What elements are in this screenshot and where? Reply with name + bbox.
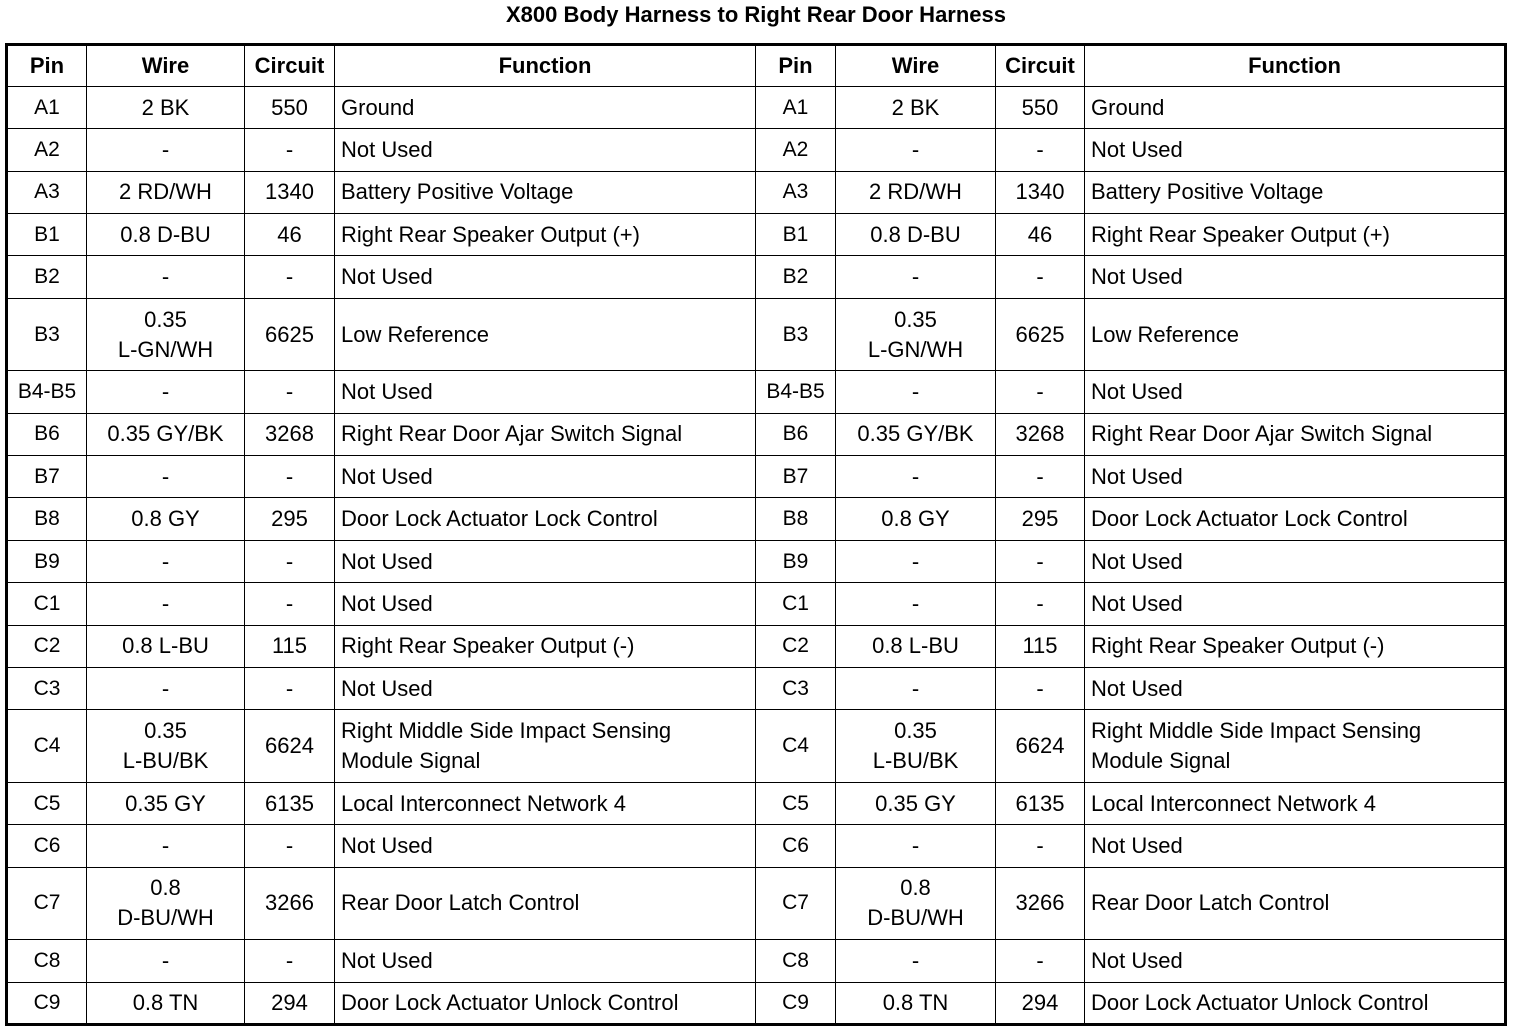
pin-cell: A3 [7,171,87,213]
wire-cell: - [87,940,245,982]
circuit-cell: 295 [996,498,1085,540]
circuit-cell: - [245,825,335,867]
table-row [7,298,1506,371]
function-cell: Right Rear Speaker Output (+) [1085,214,1506,256]
pin-cell: A1 [756,87,836,129]
circuit-cell: 3266 [245,867,335,940]
wire-cell: - [836,256,996,298]
pin-cell: B1 [7,214,87,256]
wire-cell: - [87,583,245,625]
pin-cell: A3 [756,171,836,213]
table-row [7,583,1506,625]
function-cell: Rear Door Latch Control [1085,867,1506,940]
circuit-cell: - [996,583,1085,625]
table-row [7,129,1506,171]
table-row [7,540,1506,582]
pin-cell: C3 [756,667,836,709]
pin-cell: B3 [7,298,87,371]
pin-cell: B4-B5 [7,371,87,413]
wire-cell: - [836,129,996,171]
wire-cell: 0.8 D-BU/WH [87,867,245,940]
function-cell: Not Used [335,940,756,982]
circuit-cell: 6625 [245,298,335,371]
circuit-cell: - [245,129,335,171]
function-cell: Not Used [1085,940,1506,982]
wire-cell: 0.8 TN [87,982,245,1024]
header-function: Function [1085,45,1506,87]
wire-cell: 0.8 TN [836,982,996,1024]
pin-cell: B8 [756,498,836,540]
function-cell: Door Lock Actuator Lock Control [335,498,756,540]
wire-cell: - [836,667,996,709]
pin-cell: C6 [756,825,836,867]
circuit-cell: - [996,129,1085,171]
table-row [7,982,1506,1024]
wire-cell: 0.8 GY [836,498,996,540]
wire-cell: - [836,456,996,498]
wire-cell: - [836,371,996,413]
wire-cell: - [836,940,996,982]
function-cell: Right Rear Door Ajar Switch Signal [1085,413,1506,455]
circuit-cell: 3266 [996,867,1085,940]
pin-cell: B6 [756,413,836,455]
circuit-cell: 1340 [996,171,1085,213]
circuit-cell: - [996,825,1085,867]
function-cell: Door Lock Actuator Lock Control [1085,498,1506,540]
pin-cell: B7 [7,456,87,498]
wire-cell: - [87,667,245,709]
pin-cell: A2 [7,129,87,171]
table-row [7,87,1506,129]
pin-cell: C2 [756,625,836,667]
table-row [7,214,1506,256]
document-title: X800 Body Harness to Right Rear Door Harness [505,2,1007,27]
circuit-cell: 295 [245,498,335,540]
wire-cell: - [836,583,996,625]
pin-cell: B2 [756,256,836,298]
circuit-cell: - [996,456,1085,498]
wire-cell: - [87,371,245,413]
header-pin: Pin [7,45,87,87]
circuit-cell: 550 [245,87,335,129]
header-circuit: Circuit [996,45,1085,87]
function-cell: Not Used [335,540,756,582]
circuit-cell: - [245,456,335,498]
pin-cell: B4-B5 [756,371,836,413]
pin-cell: C1 [756,583,836,625]
function-cell: Right Rear Speaker Output (-) [335,625,756,667]
connector-pinout-table [5,43,1507,1026]
function-cell: Not Used [1085,456,1506,498]
table-row [7,867,1506,940]
wire-cell: - [836,540,996,582]
wire-cell: - [87,456,245,498]
circuit-cell: - [245,371,335,413]
wire-cell: 2 BK [836,87,996,129]
pin-cell: C2 [7,625,87,667]
table-row [7,710,1506,783]
circuit-cell: - [245,583,335,625]
pin-cell: B9 [756,540,836,582]
table-row [7,456,1506,498]
function-cell: Not Used [335,256,756,298]
function-cell: Door Lock Actuator Unlock Control [335,982,756,1024]
header-circuit: Circuit [245,45,335,87]
function-cell: Low Reference [335,298,756,371]
pin-cell: A1 [7,87,87,129]
function-cell: Ground [1085,87,1506,129]
wire-cell: 0.35 GY [836,782,996,824]
pin-cell: C5 [7,782,87,824]
function-cell: Rear Door Latch Control [335,867,756,940]
wire-cell: - [87,540,245,582]
function-cell: Right Rear Speaker Output (+) [335,214,756,256]
circuit-cell: - [996,540,1085,582]
wire-cell: 0.8 D-BU [87,214,245,256]
header-function: Function [335,45,756,87]
pin-cell: C4 [756,710,836,783]
circuit-cell: - [996,371,1085,413]
pin-cell: B7 [756,456,836,498]
table-header-row [7,45,1506,87]
pin-cell: B9 [7,540,87,582]
function-cell: Not Used [335,371,756,413]
circuit-cell: 6625 [996,298,1085,371]
pin-cell: C9 [7,982,87,1024]
wire-cell: 2 RD/WH [836,171,996,213]
function-cell: Not Used [335,583,756,625]
function-cell: Not Used [1085,583,1506,625]
circuit-cell: 550 [996,87,1085,129]
table-row [7,825,1506,867]
pin-cell: C9 [756,982,836,1024]
function-cell: Local Interconnect Network 4 [1085,782,1506,824]
wire-cell: - [836,825,996,867]
wire-cell: 0.8 L-BU [87,625,245,667]
circuit-cell: 6135 [996,782,1085,824]
wire-cell: 0.35 GY [87,782,245,824]
circuit-cell: - [245,256,335,298]
circuit-cell: - [245,667,335,709]
header-pin: Pin [756,45,836,87]
pin-cell: C7 [7,867,87,940]
function-cell: Not Used [1085,256,1506,298]
pin-cell: B1 [756,214,836,256]
table-body [7,87,1506,1025]
function-cell: Ground [335,87,756,129]
wire-cell: 0.8 D-BU/WH [836,867,996,940]
table-row [7,782,1506,824]
pin-cell: B8 [7,498,87,540]
wire-cell: 0.35 L-GN/WH [836,298,996,371]
circuit-cell: 294 [245,982,335,1024]
circuit-cell: 46 [245,214,335,256]
table-row [7,625,1506,667]
pin-cell: C5 [756,782,836,824]
circuit-cell: 3268 [245,413,335,455]
function-cell: Not Used [335,825,756,867]
wire-cell: 0.8 GY [87,498,245,540]
circuit-cell: - [996,667,1085,709]
pin-cell: C1 [7,583,87,625]
table-row [7,667,1506,709]
table-row [7,371,1506,413]
pin-cell: A2 [756,129,836,171]
wire-cell: 0.35 L-BU/BK [87,710,245,783]
pin-cell: C8 [7,940,87,982]
function-cell: Not Used [1085,825,1506,867]
circuit-cell: 6624 [996,710,1085,783]
wire-cell: 0.35 GY/BK [836,413,996,455]
wire-cell: 0.8 D-BU [836,214,996,256]
circuit-cell: - [996,940,1085,982]
table-row [7,171,1506,213]
pin-cell: C7 [756,867,836,940]
pin-cell: B6 [7,413,87,455]
wire-cell: 0.35 GY/BK [87,413,245,455]
function-cell: Not Used [335,129,756,171]
table-row [7,498,1506,540]
pin-cell: C4 [7,710,87,783]
wire-cell: 0.35 L-GN/WH [87,298,245,371]
function-cell: Battery Positive Voltage [335,171,756,213]
function-cell: Right Middle Side Impact Sensing Module Signal [1085,710,1506,783]
pin-cell: C8 [756,940,836,982]
function-cell: Door Lock Actuator Unlock Control [1085,982,1506,1024]
function-cell: Not Used [1085,129,1506,171]
wire-cell: - [87,129,245,171]
pin-cell: C6 [7,825,87,867]
function-cell: Battery Positive Voltage [1085,171,1506,213]
function-cell: Not Used [1085,540,1506,582]
pin-cell: C3 [7,667,87,709]
wire-cell: 0.35 L-BU/BK [836,710,996,783]
wire-cell: - [87,256,245,298]
wire-cell: 2 RD/WH [87,171,245,213]
wire-cell: - [87,825,245,867]
circuit-cell: - [245,540,335,582]
function-cell: Right Rear Door Ajar Switch Signal [335,413,756,455]
pin-cell: B3 [756,298,836,371]
header-wire: Wire [87,45,245,87]
circuit-cell: 294 [996,982,1085,1024]
function-cell: Not Used [1085,371,1506,413]
function-cell: Local Interconnect Network 4 [335,782,756,824]
circuit-cell: 1340 [245,171,335,213]
circuit-cell: 115 [245,625,335,667]
table-row [7,256,1506,298]
table-row [7,940,1506,982]
circuit-cell: 115 [996,625,1085,667]
circuit-cell: 3268 [996,413,1085,455]
header-wire: Wire [836,45,996,87]
table-row [7,413,1506,455]
function-cell: Right Middle Side Impact Sensing Module Signal [335,710,756,783]
function-cell: Not Used [335,456,756,498]
circuit-cell: 6624 [245,710,335,783]
circuit-cell: 46 [996,214,1085,256]
circuit-cell: - [996,256,1085,298]
wire-cell: 2 BK [87,87,245,129]
function-cell: Not Used [335,667,756,709]
circuit-cell: - [245,940,335,982]
function-cell: Low Reference [1085,298,1506,371]
pin-cell: B2 [7,256,87,298]
function-cell: Not Used [1085,667,1506,709]
circuit-cell: 6135 [245,782,335,824]
wire-cell: 0.8 L-BU [836,625,996,667]
function-cell: Right Rear Speaker Output (-) [1085,625,1506,667]
